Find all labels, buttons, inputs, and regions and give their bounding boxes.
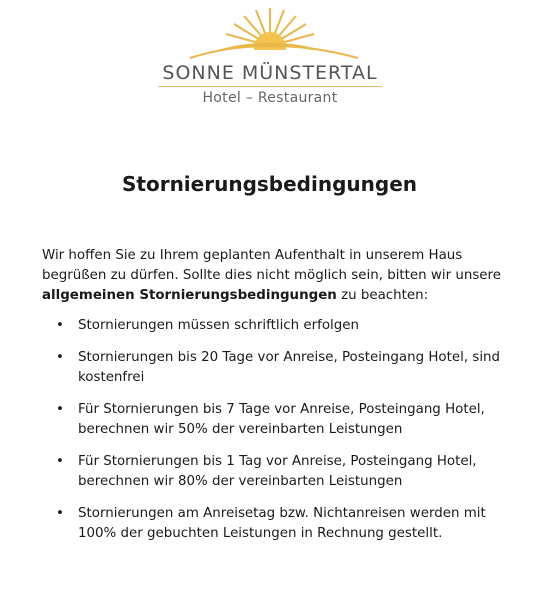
bullet-icon: •	[56, 318, 64, 333]
brand-divider	[158, 86, 382, 87]
list-item-text: Stornierungen bis 20 Tage vor Anreise, Posteingang Hotel, sind kostenfrei	[78, 350, 501, 385]
list-item	[42, 400, 512, 440]
intro-bold-text: allgemeinen Stornierungsbedingungen	[42, 288, 337, 303]
brand-subtitle: Hotel – Restaurant	[202, 90, 338, 106]
list-item-text: Für Stornierungen bis 7 Tage vor Anreise, Posteingang Hotel, berechnen wir 50% der vereinbarten Leistungen	[78, 402, 485, 437]
intro-text-end: zu beachten:	[336, 288, 429, 303]
brand-name: SONNE MÜNSTERTAL	[162, 62, 378, 84]
bullet-icon: •	[56, 402, 64, 417]
list-item-text: Für Stornierungen bis 1 Tag vor Anreise, Posteingang Hotel, berechnen wir 80% der vereinbarten Leistungen	[78, 454, 477, 489]
list-item	[42, 316, 512, 336]
intro-text: Wir hoffen Sie zu Ihrem geplanten Aufenthalt in unserem Haus begrüßen zu dürfen. Sollte dies nicht möglich sein, bitten wir unsere	[42, 248, 501, 283]
intro-paragraph	[42, 246, 502, 306]
page-title: Stornierungsbedingungen	[122, 172, 417, 196]
list-item-text: Stornierungen müssen schriftlich erfolgen	[78, 318, 360, 333]
list-item-text: Stornierungen am Anreisetag bzw. Nichtanreisen werden mit 100% der gebuchten Leistungen in Rechnung gestellt.	[78, 506, 486, 541]
sun-icon	[180, 0, 360, 62]
hotel-logo	[150, 0, 390, 110]
bullet-icon: •	[56, 506, 64, 521]
cancellation-terms-list	[42, 316, 512, 556]
bullet-icon: •	[56, 350, 64, 365]
list-item	[42, 504, 512, 544]
bullet-icon: •	[56, 454, 64, 469]
list-item	[42, 348, 512, 388]
list-item	[42, 452, 512, 492]
